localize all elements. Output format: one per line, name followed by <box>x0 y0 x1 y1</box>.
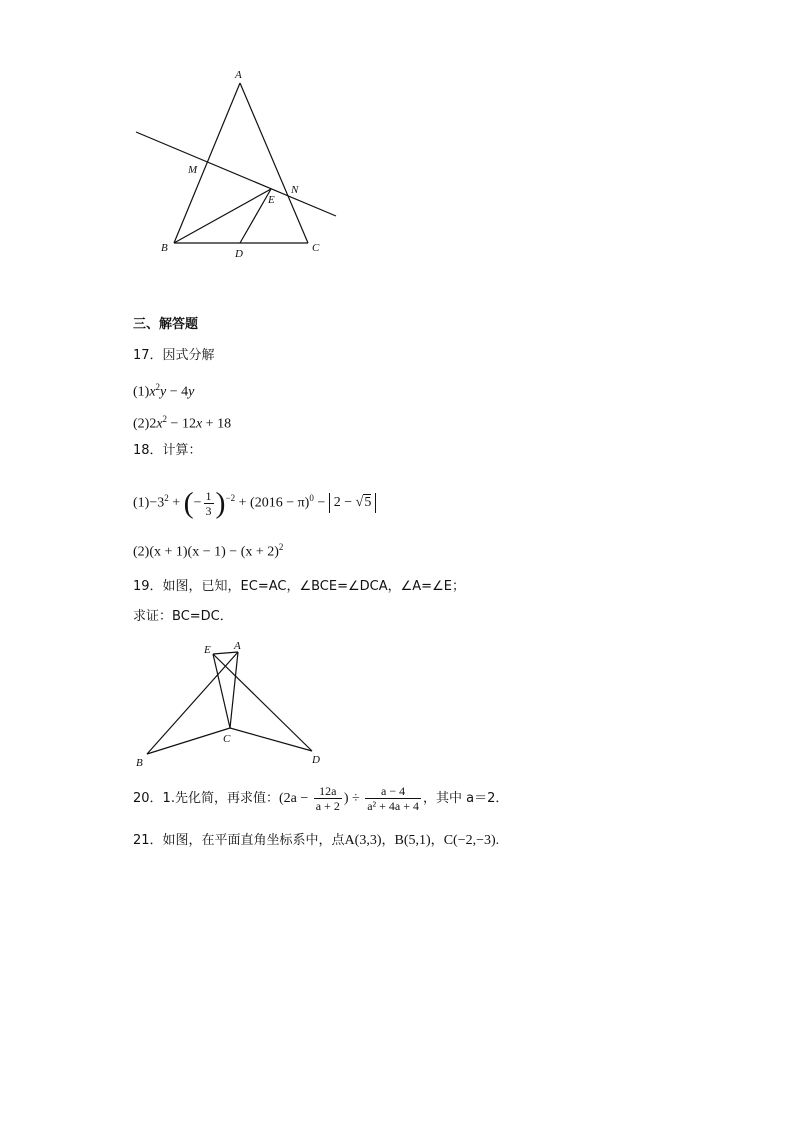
label-c: C <box>312 242 320 254</box>
label-b: B <box>161 242 168 254</box>
figure-triangle-abc <box>0 0 794 300</box>
label-d: D <box>235 248 243 260</box>
q17-part2: $(2)2x^2 - 12x + 18$ <box>133 414 232 432</box>
q17-heading: 17．因式分解 <box>133 348 215 363</box>
line-mn <box>136 132 336 216</box>
q19-heading: 19．如图，已知，EC=AC，∠BCE=∠DCA，∠A=∠E； <box>133 579 465 594</box>
label-e: E <box>204 644 211 656</box>
q21: 21．如图，在平面直角坐标系中，点A(3,3)，B(5,1)，C(−2,−3). <box>133 833 500 848</box>
q19-prove: 求证：BC=DC． <box>133 609 233 624</box>
segment-ac <box>230 652 238 728</box>
side-ab <box>174 83 240 243</box>
label-m: M <box>188 164 198 176</box>
label-n: N <box>291 184 299 196</box>
label-a: A <box>235 69 242 81</box>
label-d: D <box>312 754 320 766</box>
section-title: 三、解答题 <box>133 317 199 332</box>
label-c: C <box>223 733 231 745</box>
side-ac <box>240 83 308 243</box>
segment-ea <box>213 652 238 654</box>
label-e: E <box>268 194 275 206</box>
q20: 20．1.先化简，再求值：(2a − $\frac{12a}{a + 2}$ ) ÷ $\frac{a - 4}{\text{a² + 4a + 4}}$ ，其中 a＝2． <box>133 784 509 813</box>
q18-part1: $(1)-3^2$ + (− $\frac{1}{3}$ )$^{-2} + (2016 - \pi)^0 - 2 - √5$ <box>133 478 376 518</box>
q18-heading: 18．计算： <box>133 443 202 458</box>
label-a: A <box>234 640 241 652</box>
segment-bc <box>147 728 230 754</box>
segment-ec <box>213 654 230 728</box>
label-b: B <box>136 757 143 769</box>
q17-part1: $(1)x^2y - 4y$ <box>133 382 195 400</box>
segment-be <box>174 189 271 243</box>
figure-bcd <box>0 630 794 780</box>
q18-part2: $(2)(x + 1)(x - 1) - (x + 2)^2$ <box>133 542 284 560</box>
